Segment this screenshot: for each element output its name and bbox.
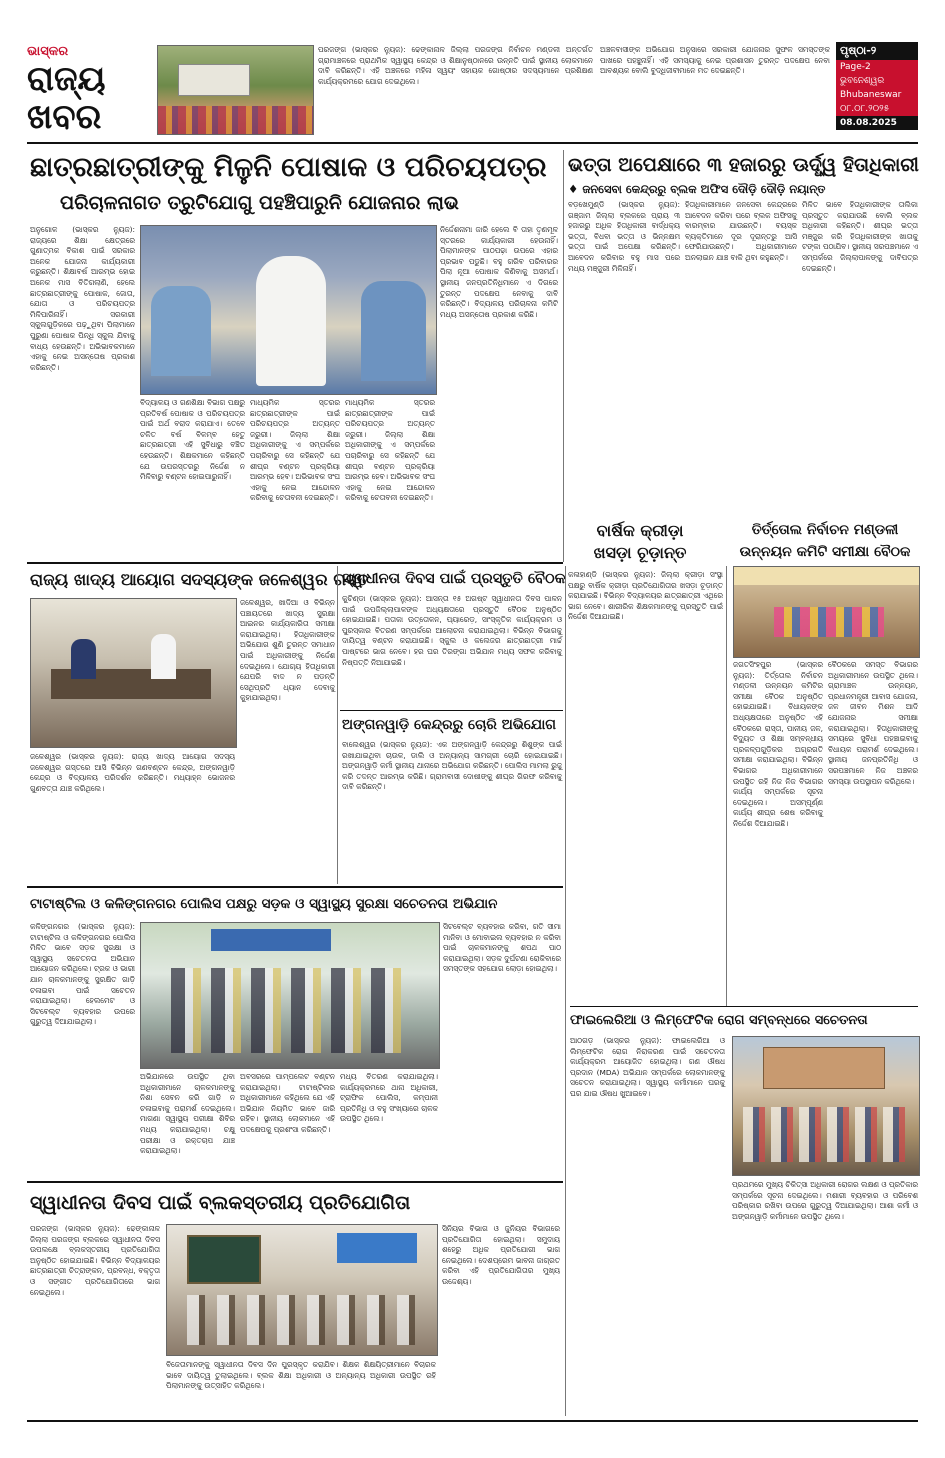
story9-photo: [166, 1224, 438, 1356]
story4-headline-line2: ଉନ୍ନୟନ କମିଟି ସମୀକ୍ଷା ବୈଠକ: [739, 544, 911, 560]
masthead-brand: ଭାସ୍କର: [27, 44, 69, 59]
rule-story1-bottom: [27, 562, 563, 564]
story8-col1: କଳିଙ୍ଗନଗର (ଭାସ୍କର ନ୍ୟୁଜ): ଟାଟାଷ୍ଟିଲ ଓ କଳିଙ୍ଗନଗର ପୋଲିସ ମିଳିତ ଭାବେ ସଡ଼କ ସୁରକ୍ଷା ଓ ସ୍ୱାସ୍ଥ୍ୟ ସଚେତନତା ଅଭିଯାନ ଆୟୋଜନ କରିଥିଲେ। ଟ୍ରକ ଓ ଭାରୀ ଯାନ ଚାଳକମାନଙ୍କୁ ସୁରକ୍ଷିତ ଗାଡ଼ି ଚଳାଇବା ପାଇଁ ସଚେତନ କରାଯାଇଥିଲା। ହେଲମେଟ ଓ ସିଟବେଲ୍ଟ ବ୍ୟବହାର ଉପରେ ଗୁରୁତ୍ୱ ଦିଆଯାଇଥିଲା।: [30, 922, 135, 1027]
rule-story8-bottom: [27, 1181, 563, 1183]
story9-col1: ପରଜଙ୍ଗ (ଭାସ୍କର ନ୍ୟୁଜ): ଢେଙ୍କାନାଳ ଜିଲ୍ଲା ପରଜଙ୍ଗ ବ୍ଲକରେ ସ୍ୱାଧୀନତା ଦିବସ ଉପଲକ୍ଷେ ବ୍ଲକସ୍ତରୀୟ ପ୍ରତିଯୋଗିତା ଅନୁଷ୍ଠିତ ହୋଇଯାଇଛି। ବିଭିନ୍ନ ବିଦ୍ୟାଳୟର ଛାତ୍ରଛାତ୍ରୀ ଚିତ୍ରାଙ୍କନ, ପ୍ରବନ୍ଧ, ବକ୍ତୃତା ଓ ସଙ୍ଗୀତ ପ୍ରତିଯୋଗିତାରେ ଭାଗ ନେଇଥିଲେ।: [30, 1224, 160, 1297]
story4-headline-line1: ତିର୍ତ୍ତୋଲ ନିର୍ବାଚନ ମଣ୍ଡଳୀ: [751, 522, 899, 538]
masthead-title-line2: ଖବର: [27, 97, 102, 137]
story6-col1: କୁଚିଣ୍ଡା (ଭାସ୍କର ନ୍ୟୁଜ): ଆସନ୍ତା ୧୫ ଅଗଷ୍ଟ ସ୍ୱାଧୀନତା ଦିବସ ପାଳନ ପାଇଁ ଉପଜିଲ୍ଲାପାଳଙ୍କ ଅଧ୍ୟକ୍ଷତାରେ ପ୍ରସ୍ତୁତି ବୈଠକ ଅନୁଷ୍ଠିତ ହୋଇଯାଇଛି। ପତାକା ଉତ୍ତୋଳନ, ପ୍ୟାରେଡ଼, ସାଂସ୍କୃତିକ କାର୍ଯ୍ୟକ୍ରମ ଓ ପୁରସ୍କାର ବିତରଣ ସମ୍ପର୍କରେ ଆଲୋଚନା କରାଯାଇଥିଲା। ବିଭିନ୍ନ ବିଭାଗକୁ ଦାୟିତ୍ୱ ବଣ୍ଟନ କରାଯାଇଛି। ସ୍କୁଲ ଓ କଲେଜର ଛାତ୍ରଛାତ୍ରୀ ମାର୍ଚ୍ଚ ପାଷ୍ଟରେ ଭାଗ ନେବେ। ହର ଘର ତିରଙ୍ଗା ଅଭିଯାନ ମଧ୍ୟ ସଫଳ କରିବାକୁ ନିଷ୍ପତ୍ତି ନିଆଯାଇଛି।: [342, 594, 562, 667]
story8-col4: ମଧ୍ୟ ବିତରଣ କରାଯାଇଥିଲା। କାର୍ଯ୍ୟକ୍ରମରେ ଥାନା ଅଧିକାରୀ, ଟ୍ରାଫିକ ପୋଲିସ, କମ୍ପାନୀ ପ୍ରତିନିଧି ଓ ବହୁ ସଂଖ୍ୟାରେ ଚାଳକ ଉପସ୍ଥିତ ଥିଲେ।: [340, 1072, 438, 1124]
story5-photo: [30, 598, 237, 748]
page-info-box: [836, 42, 918, 130]
page-number-or: ପୃଷ୍ଠା-୨: [836, 42, 918, 60]
rule-story10-top: [570, 1006, 918, 1007]
story8-photo: [140, 922, 440, 1069]
story9-col3: ସିନିୟର ବିଭାଗ ଓ ଜୁନିୟର ବିଭାଗରେ ପ୍ରତିଯୋଗିତା ହୋଇଥିଲା। ସମୁଦାୟ ଶହେରୁ ଅଧିକ ପ୍ରତିଯୋଗୀ ଭାଗ ନେଇଥିଲେ। ଦେଶପ୍ରେମ ଭାବନା ଜାଗ୍ରତ କରିବା ଏହି ପ୍ରତିଯୋଗିତାର ମୁଖ୍ୟ ଉଦ୍ଦେଶ୍ୟ।: [442, 1224, 560, 1286]
top-strip-photo: [157, 45, 314, 135]
story9-col2: ବିଜେତାମାନଙ୍କୁ ସ୍ୱାଧୀନତା ଦିବସ ଦିନ ପୁରସ୍କୃତ କରାଯିବ। ଶିକ୍ଷକ ଶିକ୍ଷୟିତ୍ରୀମାନେ ବିଚାରକ ଭାବେ ଦାୟିତ୍ୱ ତୁଲାଇଥିଲେ। ବ୍ଲକ ଶିକ୍ଷା ଅଧିକାରୀ ଓ ଅନ୍ୟାନ୍ୟ ଅଧିକାରୀ ଉପସ୍ଥିତ ରହି ପିଲାମାନଙ୍କୁ ଉତ୍ସାହିତ କରିଥିଲେ।: [166, 1360, 436, 1391]
story2-col1: ବଡ଼ଖେମୁଣ୍ଡି (ଭାସ୍କର ନ୍ୟୁଜ): ଗଞ୍ଜାମ ଜିଲ୍ଲା ବ୍ଲକରେ ପ୍ରାୟ ୩ ହଜାରରୁ ଅଧିକ ହିତାଧିକାରୀ ବାର୍ଦ୍ଧକ୍ୟ ଭତ୍ତା, ବିଧବା ଭତ୍ତା ଓ ଭିନ୍ନକ୍ଷମ ଭତ୍ତା ପାଇଁ ଅପେକ୍ଷା କରିଛନ୍ତି। ଆବେଦନ କରିବାର ବହୁ ମାସ ପରେ ମଧ୍ୟ ମଞ୍ଜୁରୀ ମିଳିନାହିଁ।: [568, 200, 680, 273]
story1-subhead: ପରିଚାଳନାଗତ ତ୍ରୁଟିଯୋଗୁ ପହଞ୍ଚିପାରୁନି ଯୋଜନାର ଲାଭ: [60, 192, 459, 214]
story3-headline: ବାର୍ଷିକ କ୍ରୀଡ଼ା ଖସଡ଼ା ଚୂଡ଼ାନ୍ତ: [593, 521, 687, 562]
story10-headline: ଫାଇଲେରିଆ ଓ ଲିମ୍ଫେଟିକ ରୋଗ ସମ୍ବନ୍ଧରେ ସଚେତନତା: [570, 1013, 868, 1028]
top-strip-col1: ପରଜଙ୍ଗ (ଭାସ୍କର ନ୍ୟୁଜ): ଢେଙ୍କାନାଳ ଜିଲ୍ଲା ପରଜଙ୍ଗ ନିର୍ବାଚନ ମଣ୍ଡଳୀ ଅନ୍ତର୍ଗତ ଗ୍ରାମାଞ୍ଚଳରେ ପ୍ରାଥମିକ ସ୍ୱାସ୍ଥ୍ୟ କେନ୍ଦ୍ର ଓ ଶିକ୍ଷାନୁଷ୍ଠାନରେ ଉନ୍ନତି ପାଇଁ ସ୍ଥାନୀୟ ଲୋକମାନେ ଦାବି କରିଛନ୍ତି। ଏହି ଅଞ୍ଚଳରେ ମହିଳା ସ୍ୱୟଂ ସହାୟକ ଗୋଷ୍ଠୀର ସଦସ୍ୟମାନେ ପ୍ରଶିକ୍ଷଣ କାର୍ଯ୍ୟକ୍ରମରେ ଯୋଗ ଦେଇଥିଲେ।: [318, 45, 593, 86]
city-en: Bhubaneswar: [836, 88, 918, 102]
story2-col2: ହିତାଧିକାରୀମାନେ ଜନସେବା କେନ୍ଦ୍ରରେ ଆବେଦନ କରିବା ପରେ ବ୍ଲକ ଅଫିସକୁ ବାରମ୍ବାର ଯାଉଛନ୍ତି। ବୟସ୍କ ବ୍ୟକ୍ତିମାନେ ଦୂର ଦୂରାନ୍ତରୁ ଆସି ଫେରିଯାଉଛନ୍ତି। ଅଧିକାରୀମାନେ ଅନଲାଇନ ଯାଞ୍ଚ ବାକି ଥିବା କହୁଛନ୍ତି।: [685, 200, 797, 262]
story10-col1: ଆଠଗଡ଼ (ଭାସ୍କର ନ୍ୟୁଜ): ଫାଇଲେରିଆ ଓ ଲିମ୍ଫେଟିକ ରୋଗ ନିରାକରଣ ପାଇଁ ସଚେତନତା କାର୍ଯ୍ୟକ୍ରମ ଆୟୋଜିତ ହୋଇଥିଲା। ଗଣ ଔଷଧ ପ୍ରଦାନ (MDA) ଅଭିଯାନ ସମ୍ପର୍କରେ ଲୋକମାନଙ୍କୁ ସଚେତନ କରାଯାଇଥିଲା। ସ୍ୱାସ୍ଥ୍ୟ କର୍ମୀମାନେ ଘରକୁ ଘର ଯାଇ ଔଷଧ ଖୁଆଇବେ।: [570, 1036, 725, 1098]
story1-col4: ନିର୍ଦ୍ଦେଶନାମା ଜାରି ହେଲେ ବି ତାହା ତୃଣମୂଳ ସ୍ତରରେ କାର୍ଯ୍ୟକାରୀ ହେଉନାହିଁ। ପିଲାମାନଙ୍କ ପାଠପଢ଼ା ଉପରେ ଏହାର ପ୍ରଭାବ ପଡୁଛି। ବହୁ ଗରିବ ପରିବାରର ପିଲା ନୂଆ ପୋଷାକ କିଣିବାକୁ ଅସମର୍ଥ। ସ୍ଥାନୀୟ ଜନପ୍ରତିନିଧିମାନେ ଏ ଦିଗରେ ତୁରନ୍ତ ପଦକ୍ଷେପ ନେବାକୁ ଦାବି କରିଛନ୍ତି। ବିଦ୍ୟାଳୟ ପରିଚାଳନା କମିଟି ମଧ୍ୟ ଅସନ୍ତୋଷ ପ୍ରକାଶ କରିଛି।: [440, 225, 558, 319]
story5-headline: ରାଜ୍ୟ ଖାଦ୍ୟ ଆୟୋଗ ସଦସ୍ୟଙ୍କ ଜଳେଶ୍ୱର ଗସ୍ତ: [30, 570, 369, 589]
date-en: 08.08.2025: [836, 116, 918, 130]
rule-page-bottom: [27, 1420, 918, 1422]
story8-col2: ଅଭିଯାନରେ ଉପସ୍ଥିତ ଥିବା ଅଧିକାରୀମାନେ ଚାଳକମାନଙ୍କୁ ନିଶା ସେବନ କରି ଗାଡ଼ି ନ ଚଳାଇବାକୁ ପରାମର୍ଶ ଦେଇଥିଲେ। ମାଗଣା ସ୍ୱାସ୍ଥ୍ୟ ପରୀକ୍ଷା ଶିବିର ମଧ୍ୟ କରାଯାଇଥିଲା। ଚକ୍ଷୁ ପରୀକ୍ଷା ଓ ରକ୍ତଚାପ ଯାଞ୍ଚ କରାଯାଇଥିଲା।: [140, 1072, 235, 1156]
masthead-title-line1: ରାଜ୍ୟ: [27, 59, 106, 99]
story6-headline: ସ୍ୱାଧୀନତା ଦିବସ ପାଇଁ ପ୍ରସ୍ତୁତି ବୈଠକ: [342, 571, 566, 587]
rule-story6-bottom: [340, 710, 563, 711]
masthead: [27, 44, 152, 137]
story1-headline: ଛାତ୍ରଛାତ୍ରୀଙ୍କୁ ମିଳୁନି ପୋଷାକ ଓ ପରିଚୟପତ୍ର: [30, 152, 547, 183]
page-number-en: Page-2: [836, 60, 918, 74]
story2-col3: ମିଳିତ ଭାବେ ହିତାଧିକାରୀଙ୍କ ତାଲିକା ପ୍ରସ୍ତୁତ କରାଯାଉଛି ବୋଲି ବ୍ଲକ ଅଧିକାରୀ କହିଛନ୍ତି। ଶୀଘ୍ର ଭତ୍ତା ମଞ୍ଜୁର କରି ହିତାଧିକାରୀଙ୍କ ଖାତାକୁ ଟଙ୍କା ପଠାଯିବ। ସ୍ଥାନୀୟ ସରପଞ୍ଚମାନେ ଏ ସମ୍ପର୍କରେ ଜିଲ୍ଲାପାଳଙ୍କୁ ଦାବିପତ୍ର ଦେଇଛନ୍ତି।: [802, 200, 918, 273]
story2-subhead: ♦ ଜନସେବା କେନ୍ଦ୍ରରୁ ବ୍ଲକ ଅଫିସ ଦୌଡ଼ି ଦୌଡ଼ି ନୟାନ୍ତ: [568, 182, 826, 196]
story8-headline: ଟାଟାଷ୍ଟିଲ ଓ କଳିଙ୍ଗନଗର ପୋଲିସ ପକ୍ଷରୁ ସଡ଼କ ଓ ସ୍ୱାସ୍ଥ୍ୟ ସୁରକ୍ଷା ସଚେତନତା ଅଭିଯାନ: [30, 896, 498, 912]
story1-col3: ମାଧ୍ୟମିକ ସ୍ତରର ଛାତ୍ରଛାତ୍ରୀଙ୍କ ପାଇଁ ପରିଚୟପତ୍ର ଅତ୍ୟନ୍ତ ଜରୁରୀ। ଜିଲ୍ଲା ଶିକ୍ଷା ଅଧିକାରୀଙ୍କୁ ଏ ସମ୍ପର୍କରେ ପଚାରିବାରୁ ସେ କହିଛନ୍ତି ଯେ ଶୀଘ୍ର ବଣ୍ଟନ ପ୍ରକ୍ରିୟା ଆରମ୍ଭ ହେବ। ଅଭିଭାବକ ସଂଘ ଏହାକୁ ନେଇ ଆନ୍ଦୋଳନ କରିବାକୁ ଚେତାବନୀ ଦେଇଛନ୍ତି।: [250, 398, 340, 503]
divider-story5-story6: [337, 566, 338, 884]
story8-col3: ଅବସରରେ ପାମ୍ପଲେଟ ବଣ୍ଟନ କରାଯାଇଥିଲା। ଟାଟାଷ୍ଟିଲର ଅଧିକାରୀମାନେ କହିଥିଲେ ଯେ ଏହି ଅଭିଯାନ ନିୟମିତ ଭାବେ ଜାରି ରହିବ। ସ୍ଥାନୀୟ ଲୋକମାନେ ଏହି ପଦକ୍ଷେପକୁ ପ୍ରଶଂସା କରିଛନ୍ତି।: [240, 1072, 335, 1134]
divider-story3-story10: [565, 566, 566, 1416]
rule-masthead: [27, 142, 918, 144]
story4-col1: ଜଗତସିଂହପୁର (ଭାସ୍କର ନ୍ୟୁଜ): ତିର୍ତ୍ତୋଲ ନିର୍ବାଚନ ମଣ୍ଡଳୀ ଉନ୍ନୟନ କମିଟିର ସମୀକ୍ଷା ବୈଠକ ଅନୁଷ୍ଠିତ ହୋଇଯାଇଛି। ବିଧାୟକଙ୍କ ଅଧ୍ୟକ୍ଷତାରେ ଅନୁଷ୍ଠିତ ଏହି ବୈଠକରେ ରାସ୍ତା, ପାନୀୟ ଜଳ, ବିଦ୍ୟୁତ ଓ ଶିକ୍ଷା ସମ୍ବନ୍ଧୀୟ ପ୍ରକଳ୍ପଗୁଡ଼ିକର ଅଗ୍ରଗତି ସମୀକ୍ଷା କରାଯାଇଥିଲା। ବିଭିନ୍ନ ବିଭାଗର ଅଧିକାରୀମାନେ ଉପସ୍ଥିତ ରହି ନିଜ ନିଜ ବିଭାଗର କାର୍ଯ୍ୟ ସମ୍ପର୍କରେ ସୂଚନା ଦେଇଥିଲେ। ଅସମ୍ପୂର୍ଣ୍ଣ କାର୍ଯ୍ୟ ଶୀଘ୍ର ଶେଷ କରିବାକୁ ନିର୍ଦ୍ଦେଶ ଦିଆଯାଇଛି।: [733, 660, 823, 828]
story1-col1: ଅନୁଗୋଳ (ଭାସ୍କର ନ୍ୟୁଜ): ରାଜ୍ୟରେ ଶିକ୍ଷା କ୍ଷେତ୍ରରେ ଗୁଣାତ୍ମକ ବିକାଶ ପାଇଁ ସରକାର ଅନେକ ଯୋଜନା କାର୍ଯ୍ୟକାରୀ କରୁଛନ୍ତି। ଶିକ୍ଷାବର୍ଷ ଆରମ୍ଭ ହୋଇ ଅନେକ ମାସ ବିତିଗଲାଣି, ହେଲେ ଛାତ୍ରଛାତ୍ରୀଙ୍କୁ ପୋଷାକ, ଜୋତା, ଯୋତା ଓ ପରିଚୟପତ୍ର ମିଳିପାରିନାହିଁ। ସରକାରୀ ସ୍କୁଲଗୁଡ଼ିକରେ ପଢ଼ୁଥିବା ପିଲାମାନେ ପୁରୁଣା ପୋଷାକ ପିନ୍ଧି ସ୍କୁଲ ଯିବାକୁ ବାଧ୍ୟ ହେଉଛନ୍ତି। ଅଭିଭାବକମାନେ ଏହାକୁ ନେଇ ଅସନ୍ତୋଷ ପ୍ରକାଶ କରିଛନ୍ତି।: [30, 225, 135, 372]
story9-headline: ସ୍ୱାଧୀନତା ଦିବସ ପାଇଁ ବ୍ଲକସ୍ତରୀୟ ପ୍ରତିଯୋଗିତା: [30, 1192, 411, 1214]
story5-col2: ଜଳେଶ୍ୱର, ଖାଦିଆ ଓ ବିଭିନ୍ନ ପଞ୍ଚାୟତରେ ଖାଦ୍ୟ ସୁରକ୍ଷା ଆଇନର କାର୍ଯ୍ୟକାରିତା ସମୀକ୍ଷା କରାଯାଇଥିଲା। ହିତାଧିକାରୀଙ୍କ ଅଭିଯୋଗ ଶୁଣି ତୁରନ୍ତ ସମାଧାନ ପାଇଁ ଅଧିକାରୀଙ୍କୁ ନିର୍ଦ୍ଦେଶ ଦେଇଥିଲେ। ଯୋଗ୍ୟ ହିତାଧିକାରୀ ଯେପରି ବାଦ ନ ପଡ଼ନ୍ତି ସେଥିପ୍ରତି ଧ୍ୟାନ ଦେବାକୁ କୁହାଯାଇଥିଲା।: [240, 598, 335, 703]
city-or: ଭୁବନେଶ୍ୱର: [836, 74, 918, 88]
divider-left-right: [726, 566, 727, 1006]
story7-col1: ବାଲେଶ୍ୱର (ଭାସ୍କର ନ୍ୟୁଜ): ଏକ ଅଙ୍ଗନୱାଡ଼ି କେନ୍ଦ୍ରରୁ ଶିଶୁଙ୍କ ପାଇଁ ରଖାଯାଇଥିବା ଚାଉଳ, ଡାଲି ଓ ଅନ୍ୟାନ୍ୟ ସାମଗ୍ରୀ ଚୋରି ହୋଇଯାଇଛି। ଅଙ୍ଗନୱାଡ଼ି କର୍ମୀ ସ୍ଥାନୀୟ ଥାନାରେ ଅଭିଯୋଗ କରିଛନ୍ତି। ପୋଲିସ ମାମଲା ରୁଜୁ କରି ତଦନ୍ତ ଆରମ୍ଭ କରିଛି। ଗ୍ରାମବାସୀ ଦୋଷୀଙ୍କୁ ଶୀଘ୍ର ଗିରଫ କରିବାକୁ ଦାବି କରିଛନ୍ତି।: [342, 740, 562, 792]
story1-photo: [140, 225, 437, 395]
top-strip-col2: ଅଞ୍ଚଳବାସୀଙ୍କ ଅଭିଯୋଗ ଅନୁସାରେ ସରକାରୀ ଯୋଜନାର ସୁଫଳ ସମସ୍ତଙ୍କ ପାଖରେ ପହଞ୍ଚୁନାହିଁ। ଏହି ସମସ୍ୟାକୁ ନେଇ ପ୍ରଶାସନ ତୁରନ୍ତ ପଦକ୍ଷେପ ନେବା ଆବଶ୍ୟକ ବୋଲି ବୁଦ୍ଧିଜୀବୀମାନେ ମତ ଦେଇଛନ୍ତି।: [600, 45, 830, 76]
story4-col2: ବୈଠକରେ ସମସ୍ତ ବିଭାଗର ଅଧିକାରୀମାନେ ଉପସ୍ଥିତ ଥିଲେ। ଗ୍ରାମାଞ୍ଚଳ ଉନ୍ନୟନ, ପ୍ରଧାନମନ୍ତ୍ରୀ ଆବାସ ଯୋଜନା, ଜଳ ଜୀବନ ମିଶନ ଆଦି ଯୋଜନାର ସମୀକ୍ଷା କରାଯାଇଥିଲା। ହିତାଧିକାରୀଙ୍କୁ ସମୟରେ ସୁବିଧା ପହଞ୍ଚାଇବାକୁ ବିଧାୟକ ପରାମର୍ଶ ଦେଇଥିଲେ। ସ୍ଥାନୀୟ ଜନପ୍ରତିନିଧି ଓ ସରପଞ୍ଚମାନେ ନିଜ ଅଞ୍ଚଳର ସମସ୍ୟା ଉପସ୍ଥାପନ କରିଥିଲେ।: [828, 660, 918, 786]
story2-headline: ଭତ୍ତା ଅପେକ୍ଷାରେ ୩ ହଜାରରୁ ଊର୍ଦ୍ଧ୍ୱ ହିତାଧିକାରୀ: [568, 154, 919, 176]
story1-col2: ବିଦ୍ୟାଳୟ ଓ ଗଣଶିକ୍ଷା ବିଭାଗ ପକ୍ଷରୁ ପ୍ରତିବର୍ଷ ପୋଷାକ ଓ ପରିଚୟପତ୍ର ପାଇଁ ଅର୍ଥ ବରାଦ କରାଯାଏ। ତେବେ ଚଳିତ ବର୍ଷ ବିଳମ୍ବ ହେତୁ ଛାତ୍ରଛାତ୍ରୀ ଏହି ସୁବିଧାରୁ ବଞ୍ଚିତ ହେଉଛନ୍ତି। ଶିକ୍ଷକମାନେ କହିଛନ୍ତି ଯେ ଉପରସ୍ତରରୁ ନିର୍ଦ୍ଦେଶ ନ ମିଳିବାରୁ ବଣ୍ଟନ ହୋଇପାରୁନାହିଁ।: [140, 398, 245, 482]
story4-photo: [733, 566, 920, 658]
story7-headline: ଅଙ୍ଗନୱାଡ଼ି କେନ୍ଦ୍ରରୁ ଚୋରି ଅଭିଯୋଗ: [342, 717, 557, 733]
story10-col2: ପ୍ରଥମରେ ମୁଖ୍ୟ ଚିକିତ୍ସା ଅଧିକାରୀ ରୋଗର ଲକ୍ଷଣ ଓ ପ୍ରତିକାର ସମ୍ପର୍କରେ ସୂଚନା ଦେଇଥିଲେ। ମଶାରୀ ବ୍ୟବହାର ଓ ପରିବେଶ ପରିଷ୍କାର ରଖିବା ଉପରେ ଗୁରୁତ୍ୱ ଦିଆଯାଇଥିଲା। ଆଶା କର୍ମୀ ଓ ଅଙ୍ଗନୱାଡ଼ି କର୍ମୀମାନେ ଉପସ୍ଥିତ ଥିଲେ।: [732, 1180, 918, 1221]
divider-story1-story2: [563, 150, 564, 562]
story8-col5: ସିଟବେଲ୍ଟ ବ୍ୟବହାର କରିବା, ଗତି ସୀମା ମାନିବା ଓ ମୋବାଇଲ ବ୍ୟବହାର ନ କରିବା ପାଇଁ ଚାଳକମାନଙ୍କୁ ଶପଥ ପାଠ କରାଯାଇଥିଲା। ସଡ଼କ ଦୁର୍ଘଟଣା ରୋକିବାରେ ସମସ୍ତଙ୍କ ସହଯୋଗ ଲୋଡ଼ା ହୋଇଥିଲା।: [443, 922, 561, 974]
rule-story5-bottom: [27, 886, 563, 888]
story5-col1: ଜଳେଶ୍ୱର (ଭାସ୍କର ନ୍ୟୁଜ): ରାଜ୍ୟ ଖାଦ୍ୟ ଆୟୋଗ ସଦସ୍ୟ ଜଳେଶ୍ୱର ଗସ୍ତରେ ଆସି ବିଭିନ୍ନ ଗଣବଣ୍ଟନ କେନ୍ଦ୍ର, ଅଙ୍ଗନୱାଡ଼ି କେନ୍ଦ୍ର ଓ ବିଦ୍ୟାଳୟ ପରିଦର୍ଶନ କରିଛନ୍ତି। ମଧ୍ୟାହ୍ନ ଭୋଜନର ଗୁଣବତ୍ତା ଯାଞ୍ଚ କରିଥିଲେ।: [30, 752, 235, 793]
date-or: ୦୮.୦୮.୨୦୨୫: [836, 102, 918, 116]
story10-photo: [732, 1036, 920, 1176]
story3-col1: କଳାହାଣ୍ଡି (ଭାସ୍କର ନ୍ୟୁଜ): ଜିଲ୍ଲା କ୍ରୀଡ଼ା ସଂସ୍ଥା ପକ୍ଷରୁ ବାର୍ଷିକ କ୍ରୀଡ଼ା ପ୍ରତିଯୋଗିତାର ଖସଡ଼ା ଚୂଡ଼ାନ୍ତ କରାଯାଇଛି। ବିଭିନ୍ନ ବିଦ୍ୟାଳୟର ଛାତ୍ରଛାତ୍ରୀ ଏଥିରେ ଭାଗ ନେବେ। ଶାରୀରିକ ଶିକ୍ଷକମାନଙ୍କୁ ପ୍ରସ୍ତୁତି ପାଇଁ ନିର୍ଦ୍ଦେଶ ଦିଆଯାଇଛି।: [568, 570, 723, 622]
story1-col3b: ମାଧ୍ୟମିକ ସ୍ତରର ଛାତ୍ରଛାତ୍ରୀଙ୍କ ପାଇଁ ପରିଚୟପତ୍ର ଅତ୍ୟନ୍ତ ଜରୁରୀ। ଜିଲ୍ଲା ଶିକ୍ଷା ଅଧିକାରୀଙ୍କୁ ଏ ସମ୍ପର୍କରେ ପଚାରିବାରୁ ସେ କହିଛନ୍ତି ଯେ ଶୀଘ୍ର ବଣ୍ଟନ ପ୍ରକ୍ରିୟା ଆରମ୍ଭ ହେବ। ଅଭିଭାବକ ସଂଘ ଏହାକୁ ନେଇ ଆନ୍ଦୋଳନ କରିବାକୁ ଚେତାବନୀ ଦେଇଛନ୍ତି।: [345, 398, 435, 503]
